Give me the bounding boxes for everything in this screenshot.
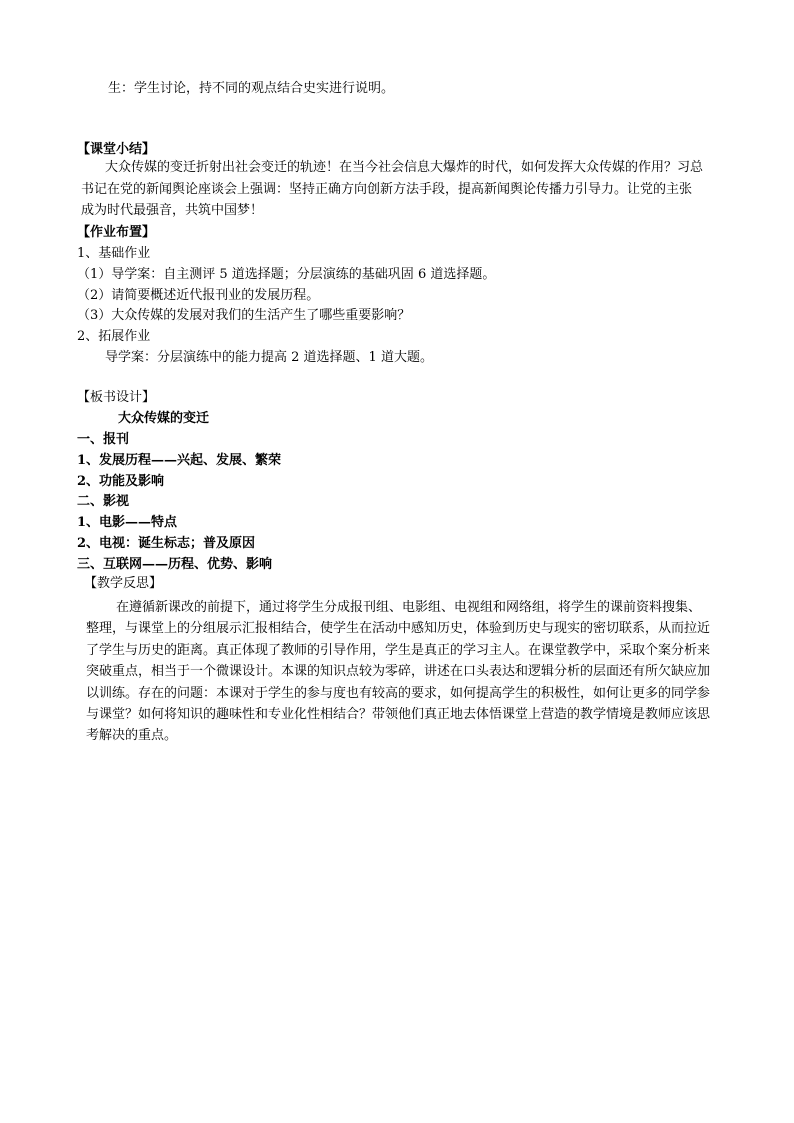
board-line-4: 二、影视 bbox=[77, 494, 130, 509]
board-line-1: 一、报刊 bbox=[77, 432, 130, 447]
board-line-6: 2、电视：诞生标志；普及原因 bbox=[77, 536, 256, 551]
homework-heading: 【作业布置】 bbox=[77, 225, 156, 240]
extend-homework-text: 导学案：分层演练中的能力提高 2 道选择题、1 道大题。 bbox=[105, 350, 433, 365]
board-line-7: 三、互联网——历程、优势、影响 bbox=[77, 557, 273, 572]
summary-heading: 【课堂小结】 bbox=[77, 142, 156, 157]
student-discussion-line: 生：学生讨论，持不同的观点结合史实进行说明。 bbox=[108, 81, 395, 96]
basic-homework-title: 1、基础作业 bbox=[77, 246, 151, 261]
board-line-2: 1、发展历程——兴起、发展、繁荣 bbox=[77, 453, 282, 468]
board-design-title: 大众传媒的变迁 bbox=[118, 411, 210, 426]
extend-homework-title: 2、拓展作业 bbox=[77, 329, 151, 344]
reflection-heading: 【教学反思】 bbox=[84, 576, 163, 591]
summary-paragraph: 大众传媒的变迁折射出社会变迁的轨迹！在当今社会信息大爆炸的时代，如何发挥大众传媒的作用？习总书记在党的新闻舆论座谈会上强调：坚持正确方向创新方法手段，提高新闻舆论传播力引导力。让党的主张成为时代最强音，共筑中国梦！ bbox=[81, 160, 704, 218]
basic-homework-item-2: （2）请简要概述近代报刊业的发展历程。 bbox=[77, 288, 320, 303]
basic-homework-item-3: （3）大众传媒的发展对我们的生活产生了哪些重要影响？ bbox=[77, 308, 411, 323]
board-line-3: 2、功能及影响 bbox=[77, 474, 165, 489]
basic-homework-item-1: （1）导学案：自主测评 5 道选择题；分层演练的基础巩固 6 道选择题。 bbox=[77, 267, 496, 282]
board-design-heading: 【板书设计】 bbox=[77, 390, 156, 405]
reflection-paragraph: 在遵循新课改的前提下，通过将学生分成报刊组、电影组、电视组和网络组，将学生的课前资料搜集、整理，与课堂上的分组展示汇报相结合，使学生在活动中感知历史，体验到历史与现实的密切联系，从而拉近了学生与历史的距离。真正体现了教师的引导作用，学生是真正的学习主人。在课堂教学中，采取个案分析来突破重点，相当于一个微课设计。本课的知识点较为零碎，讲述在口头表达和逻辑分析的层面还有所欠缺应加以训练。存在的问题：本课对于学生的参与度也有较高的要求，如何提高学生的积极性，如何让更多的同学参与课堂？如何将知识的趣味性和专业化性相结合？带领他们真正地去体悟课堂上营造的教学情境是教师应该思考解决的重点。 bbox=[86, 600, 711, 744]
board-line-5: 1、电影——特点 bbox=[77, 515, 178, 530]
